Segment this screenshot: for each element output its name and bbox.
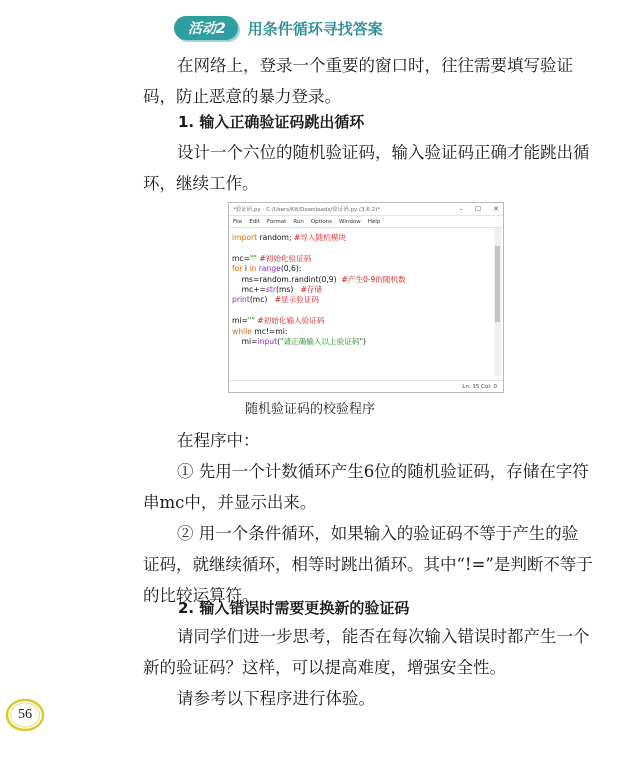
analysis-lead: 在程序中： [177,431,260,450]
editor-title: *验证码.py - C:/Users/Kit/Downloads/验证码.py (3.6.2)* [233,207,381,213]
analysis-point-2: ② 用一个条件循环，如果输入的验证码不等于产生的验证码，就继续循环，相等时跳出循环。其中“!=”是判断不等于的比较运算符。 [143,524,593,605]
code-line: print(mc) #显示验证码 [232,295,319,305]
code-line: mi=input("请正确输入以上验证码") [232,336,366,346]
menu-item-run[interactable]: Run [293,218,304,225]
editor-statusbar [229,380,503,392]
activity-badge: 活动2 [174,16,238,40]
code-line: mc+=str(ms) #存储 [232,284,323,294]
cursor-position: Ln: 15 Col: 0 [462,383,497,390]
maximize-icon: ☐ [474,205,482,213]
code-line: ms=random.randint(0,9) #产生0-9的随机数 [232,274,406,284]
page-number-badge [5,696,49,736]
activity-banner [174,16,383,40]
menu-item-file[interactable]: File [233,218,243,225]
code-line: while mc!=mi: [232,326,288,336]
intro-paragraph: 在网络上，登录一个重要的窗口时，往往需要填写验证码，防止恶意的暴力登录。 [143,56,573,106]
code-line: mc="" #初始化验证码 [232,253,312,263]
page-number: 56 [18,707,32,722]
idle-editor-screenshot [228,202,504,393]
menu-item-help[interactable]: Help [367,218,381,225]
menu-item-options[interactable]: Options [310,218,333,225]
figure-caption: 随机验证码的校验程序 [244,402,375,417]
menu-item-edit[interactable]: Edit [249,218,260,225]
minimize-icon: – [459,205,463,213]
code-line: for i in range(0,6): [232,264,302,274]
analysis-point-1: ① 先用一个计数循环产生6位的随机验证码，存储在字符串mc中，并显示出来。 [143,462,589,512]
editor-scrollbar [494,228,501,376]
section1-body: 设计一个六位的随机验证码，输入验证码正确才能跳出循环，继续工作。 [143,143,590,193]
code-area [232,233,492,347]
section2-closing: 请参考以下程序进行体验。 [177,689,375,708]
close-icon: ✕ [493,205,499,213]
editor-menubar [229,216,503,228]
menu-item-format[interactable]: Format [266,218,287,225]
code-line: mi="" #初始化输入验证码 [232,316,325,326]
code-line: import random; #导入随机模块 [232,233,346,242]
menu-item-window[interactable]: Window [339,218,361,225]
editor-titlebar [229,203,503,216]
activity-title: 用条件循环寻找答案 [247,19,383,38]
code-line [232,243,492,253]
section2-body: 请同学们进一步思考，能否在每次输入错误时都产生一个新的验证码？这样，可以提高难度，增强安全性。 [143,627,590,677]
code-line [232,306,492,316]
section1-heading: 1. 输入正确验证码跳出循环 [178,113,365,131]
section2-heading: 2. 输入错误时需要更换新的验证码 [178,599,410,617]
